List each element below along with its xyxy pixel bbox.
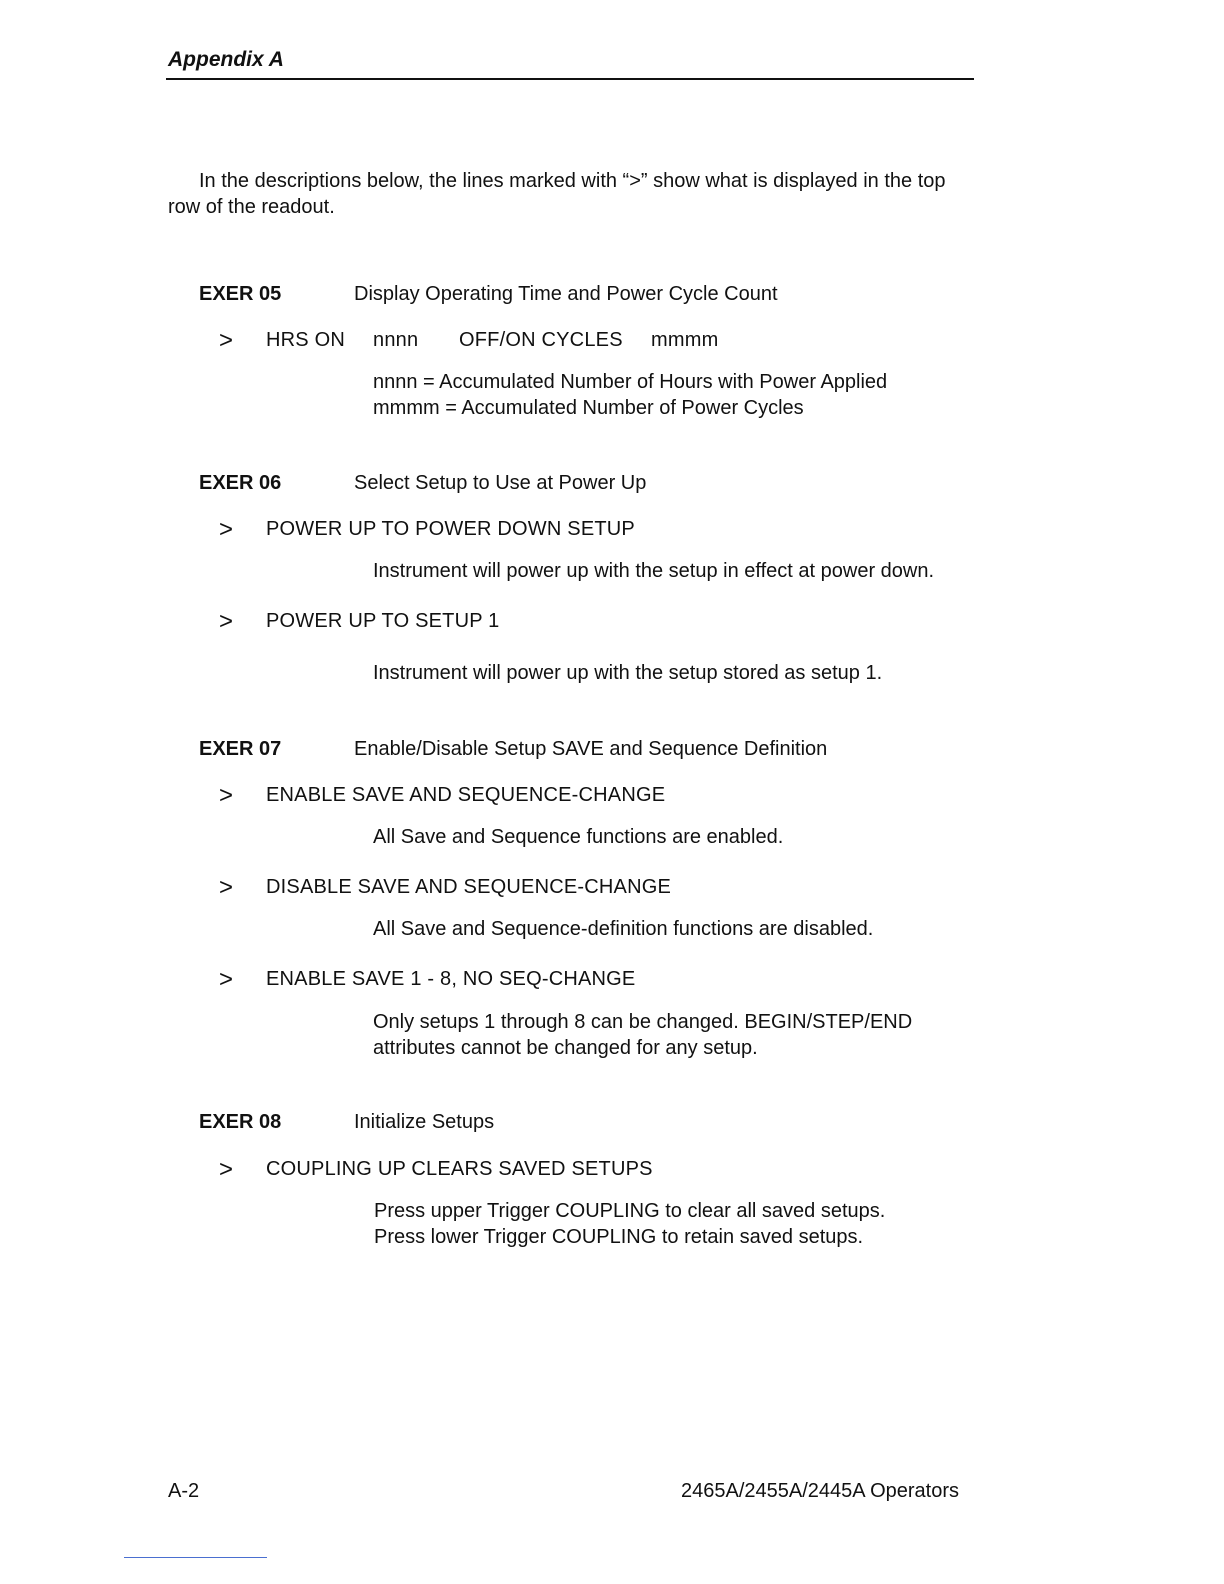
exer-06-readout: POWER UP TO SETUP 1 <box>266 610 500 632</box>
exer-06-desc-line: Instrument will power up with the setup in effect at power down. <box>373 560 935 582</box>
exer-05-desc-line: nnnn = Accumulated Number of Hours with Power Applied <box>373 371 888 393</box>
exer-07-desc-line: attributes cannot be changed for any setup. <box>373 1037 758 1059</box>
exer-08-code: EXER 08 <box>199 1111 282 1133</box>
readout-marker: > <box>219 1156 234 1183</box>
exer-05-readout-value1: nnnn <box>373 329 419 351</box>
exer-07-readout: DISABLE SAVE AND SEQUENCE-CHANGE <box>266 876 672 898</box>
exer-08-desc-line: Press upper Trigger COUPLING to clear all saved setups. <box>374 1200 886 1222</box>
exer-07-code: EXER 07 <box>199 738 282 760</box>
exer-07-desc-line: Only setups 1 through 8 can be changed. BEGIN/STEP/END <box>373 1011 913 1033</box>
exer-07-desc-line: All Save and Sequence functions are enabled. <box>373 826 784 848</box>
exer-07-title: Enable/Disable Setup SAVE and Sequence Definition <box>354 738 828 760</box>
readout-marker: > <box>219 608 234 635</box>
footer-page-number: A-2 <box>168 1480 200 1502</box>
readout-marker: > <box>219 782 234 809</box>
exer-05-code: EXER 05 <box>199 283 282 305</box>
scan-artifact-line <box>124 1557 267 1558</box>
exer-07-readout: ENABLE SAVE 1 - 8, NO SEQ-CHANGE <box>266 968 636 990</box>
exer-07-readout: ENABLE SAVE AND SEQUENCE-CHANGE <box>266 784 666 806</box>
exer-05-desc-line: mmmm = Accumulated Number of Power Cycles <box>373 397 804 419</box>
readout-marker: > <box>219 327 234 354</box>
exer-05-readout-label2: OFF/ON CYCLES <box>459 329 623 351</box>
readout-marker: > <box>219 516 234 543</box>
exer-08-desc-line: Press lower Trigger COUPLING to retain saved setups. <box>374 1226 864 1248</box>
exer-05-readout-label: HRS ON <box>266 329 345 351</box>
exer-05-title: Display Operating Time and Power Cycle Count <box>354 283 778 305</box>
exer-06-desc-line: Instrument will power up with the setup stored as setup 1. <box>373 662 883 684</box>
footer-manual-title: 2465A/2455A/2445A Operators <box>681 1480 959 1502</box>
exer-06-title: Select Setup to Use at Power Up <box>354 472 647 494</box>
readout-marker: > <box>219 966 234 993</box>
header-rule <box>166 78 974 80</box>
exer-08-title: Initialize Setups <box>354 1111 495 1133</box>
exer-05-readout-value2: mmmm <box>651 329 719 351</box>
exer-08-readout: COUPLING UP CLEARS SAVED SETUPS <box>266 1158 653 1180</box>
intro-paragraph: In the descriptions below, the lines marked with “>” show what is displayed in the top row of the readout. <box>168 170 946 218</box>
exer-07-desc-line: All Save and Sequence-definition functions are disabled. <box>373 918 874 940</box>
exer-06-code: EXER 06 <box>199 472 282 494</box>
page-header-title: Appendix A <box>168 48 284 71</box>
exer-06-readout: POWER UP TO POWER DOWN SETUP <box>266 518 635 540</box>
readout-marker: > <box>219 874 234 901</box>
